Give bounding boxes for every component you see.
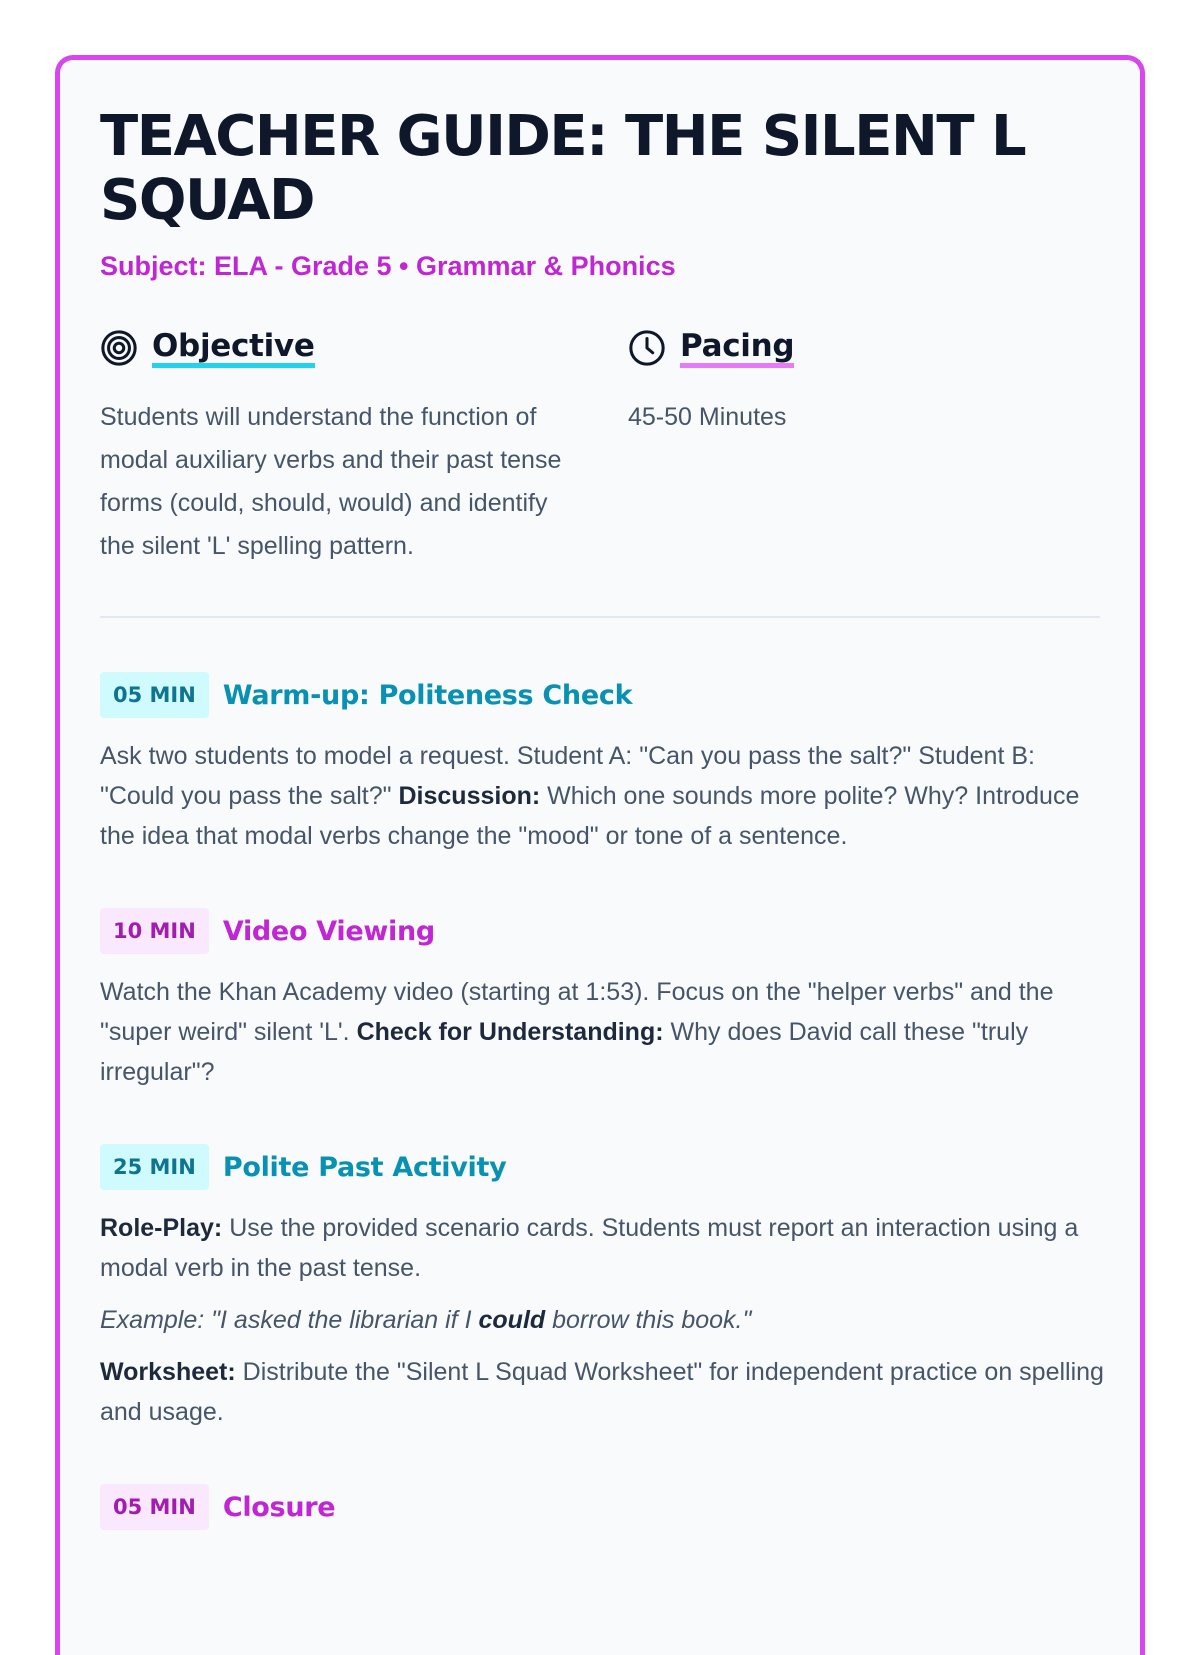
pacing-label: Pacing bbox=[680, 329, 794, 368]
activity-header bbox=[100, 672, 1100, 718]
pacing-header bbox=[628, 326, 1088, 370]
activity-polite-past bbox=[100, 1144, 1104, 1432]
paragraph-text: Ask two students to model a request. Student A: "Can you pass the salt?" Student B: "Could you pass the salt?" bbox=[100, 742, 1035, 810]
paragraph-text: Which one sounds more polite? Why? Introduce the idea that modal verbs change the "mood" or tone of a sentence. bbox=[100, 782, 1080, 850]
example-sentence bbox=[100, 1300, 1110, 1340]
activity-paragraph bbox=[100, 1352, 1110, 1432]
objective-text: Students will understand the function of modal auxiliary verbs and their past tense forms (could, should, would) and identify the silent 'L' spelling pattern. bbox=[100, 403, 562, 560]
activity-header bbox=[100, 1484, 1100, 1530]
time-badge: 10 MIN bbox=[100, 908, 209, 954]
activity-body bbox=[100, 736, 1110, 856]
paragraph-bold-label: Role-Play: bbox=[100, 1214, 223, 1242]
subject-line: Subject: ELA - Grade 5 • Grammar & Phonics bbox=[100, 251, 676, 281]
example-text: borrow this book." bbox=[545, 1306, 752, 1334]
section-divider bbox=[100, 616, 1100, 618]
pacing-text: 45-50 Minutes bbox=[628, 403, 787, 431]
page-title: TEACHER GUIDE: THE SILENT L SQUAD bbox=[100, 104, 1026, 233]
activity-paragraph bbox=[100, 736, 1110, 856]
time-badge: 05 MIN bbox=[100, 672, 209, 718]
objective-label: Objective bbox=[152, 329, 315, 368]
meta-row bbox=[100, 326, 1100, 568]
time-badge: 25 MIN bbox=[100, 1144, 209, 1190]
paragraph-text: Use the provided scenario cards. Students must report an interaction using a modal verb in the past tense. bbox=[100, 1214, 1079, 1282]
clock-icon bbox=[628, 329, 666, 367]
target-icon bbox=[100, 329, 138, 367]
activity-title: Polite Past Activity bbox=[222, 1151, 507, 1183]
activity-title: Video Viewing bbox=[222, 915, 435, 947]
activity-title: Warm-up: Politeness Check bbox=[222, 679, 633, 711]
activity-video-viewing bbox=[100, 908, 1100, 1092]
activity-title: Closure bbox=[222, 1491, 336, 1523]
paragraph-text: Watch the Khan Academy video (starting at 1:53). Focus on the "helper verbs" and the "super weird" silent 'L'. bbox=[100, 978, 1054, 1046]
time-badge: 05 MIN bbox=[100, 1484, 209, 1530]
activity-paragraph bbox=[100, 972, 1110, 1092]
paragraph-bold-label: Check for Understanding: bbox=[356, 1018, 664, 1046]
objective-header bbox=[100, 326, 628, 370]
objective-section bbox=[100, 326, 628, 568]
activity-body bbox=[100, 972, 1110, 1092]
paragraph-bold-label: Discussion: bbox=[398, 782, 541, 810]
pacing-section bbox=[628, 326, 1088, 568]
paragraph-text: Distribute the "Silent L Squad Worksheet" for independent practice on spelling and usage. bbox=[100, 1358, 1104, 1426]
example-bold-word: could bbox=[478, 1306, 546, 1334]
teacher-guide-card bbox=[55, 55, 1145, 1655]
activity-header bbox=[100, 1144, 1100, 1190]
paragraph-bold-label: Worksheet: bbox=[100, 1358, 236, 1386]
activity-warm-up bbox=[100, 672, 1100, 856]
paragraph-text: Why does David call these "truly irregular"? bbox=[100, 1018, 1029, 1086]
activity-closure bbox=[100, 1484, 1100, 1530]
example-text: Example: "I asked the librarian if I bbox=[100, 1306, 479, 1334]
activity-header bbox=[100, 908, 1100, 954]
activity-paragraph bbox=[100, 1208, 1110, 1288]
activity-body bbox=[100, 1208, 1110, 1432]
